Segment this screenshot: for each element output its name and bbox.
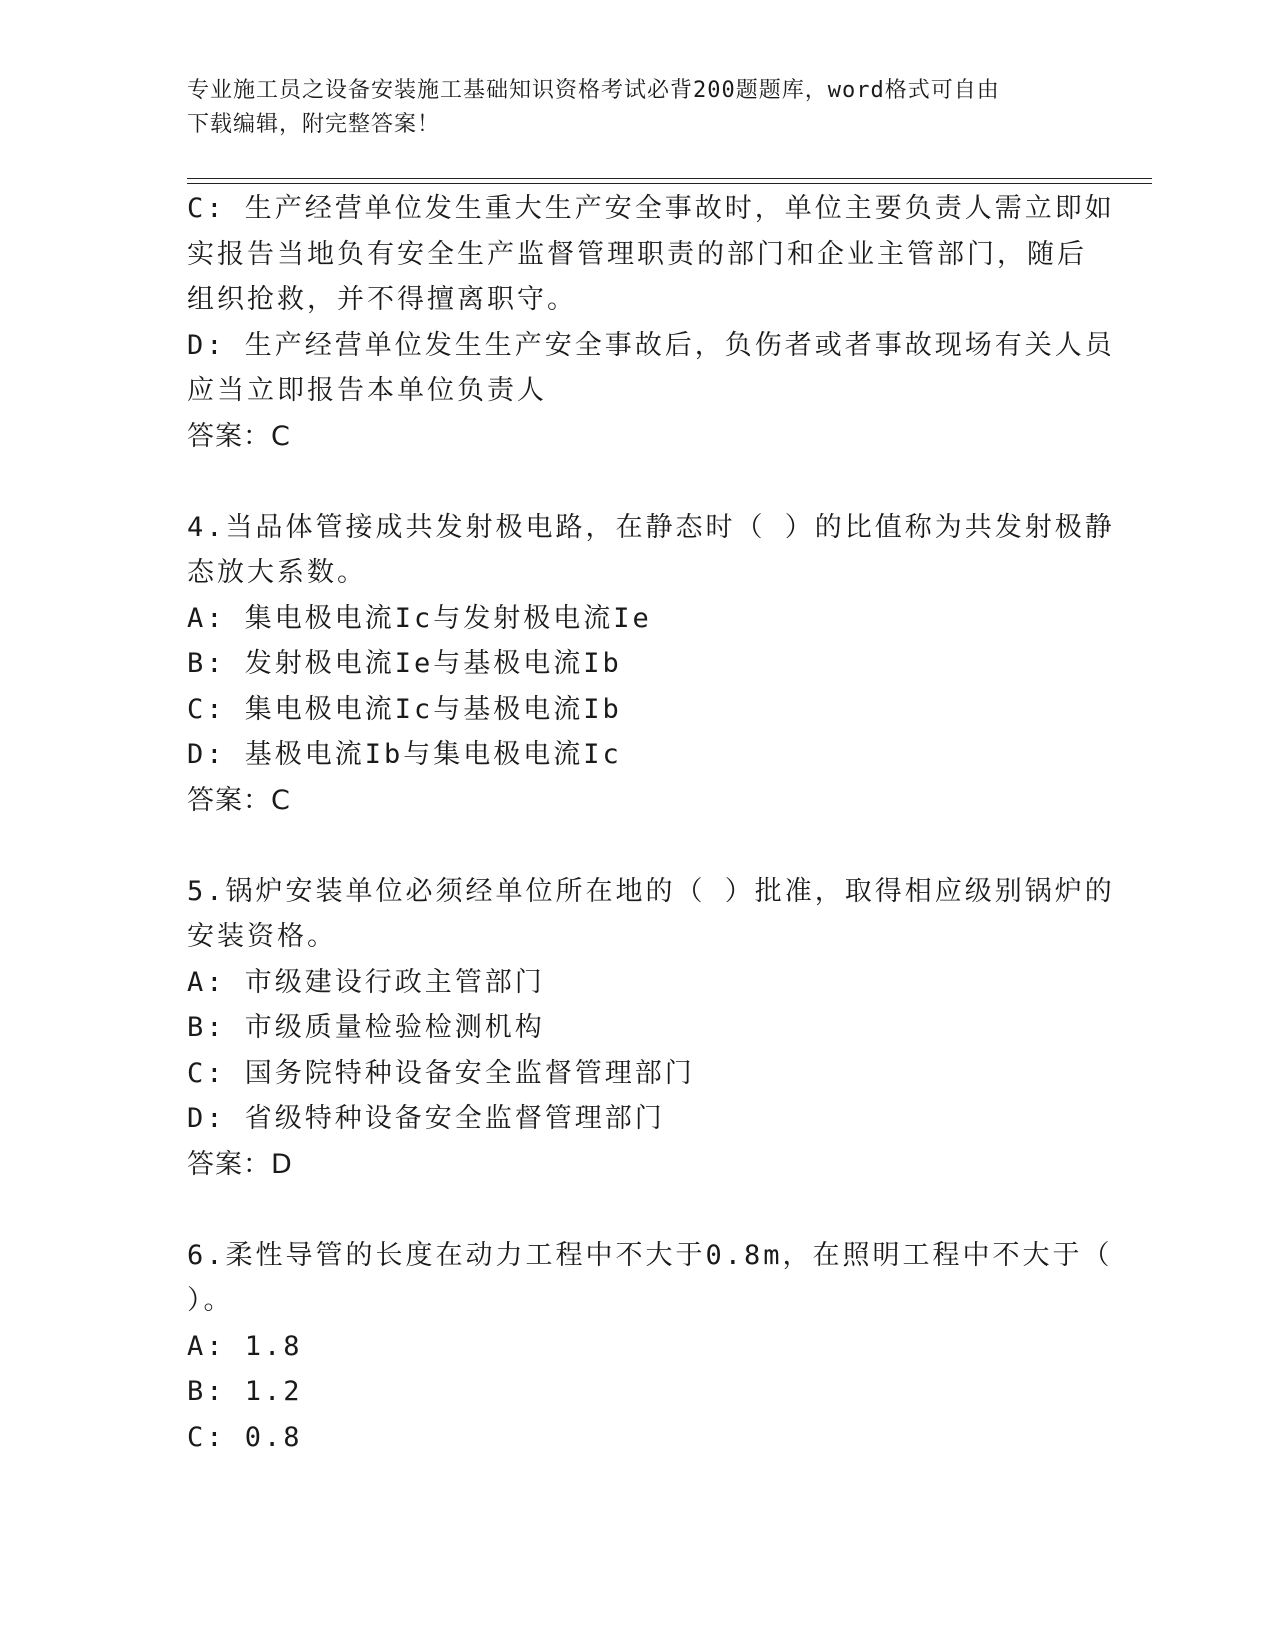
option-c: C: 国务院特种设备安全监督管理部门 [187,1057,695,1089]
question-stem-line-1: 6.柔性导管的长度在动力工程中不大于0.8m，在照明工程中不大于（ [187,1239,1113,1271]
option-c-line-1: C: 生产经营单位发生重大生产安全事故时，单位主要负责人需立即如 [187,193,1115,224]
option-a: A: 1.8 [187,1330,303,1362]
option-b: B: 市级质量检验检测机构 [187,1012,545,1043]
option-c-line-2: 实报告当地负有安全生产监督管理职责的部门和企业主管部门，随后 [187,238,1087,270]
option-a: A: 集电极电流Ic与发射极电流Ie [187,602,652,634]
option-a: A: 市级建设行政主管部门 [187,966,545,998]
question-stem-line-2: 态放大系数。 [187,557,367,588]
question-content [187,186,1115,1460]
header-title-line-1: 专业施工员之设备安装施工基础知识资格考试必背200题题库，word格式可自由 [187,78,1000,103]
question-stem-line-1: 5.锅炉安装单位必须经单位所在地的（ ）批准，取得相应级别锅炉的 [187,875,1115,907]
option-c: C: 0.8 [187,1421,303,1453]
option-c: C: 集电极电流Ic与基极电流Ib [187,693,622,725]
option-d-line-2: 应当立即报告本单位负责人 [187,375,547,406]
question-4 [187,505,1115,824]
question-stem-line-1: 4.当品体管接成共发射极电路，在静态时（ ）的比值称为共发射极静 [187,511,1115,543]
option-c-line-3: 组织抢救，并不得擅离职守。 [187,284,577,315]
header-title-line-2: 下载编辑，附完整答案！ [187,112,441,137]
question-6 [187,1233,1113,1461]
option-d-line-1: D: 生产经营单位发生生产安全事故后，负伤者或者事故现场有关人员 [187,329,1115,361]
answer-label: 答案：C [187,784,291,816]
question-stem-line-2: 安装资格。 [187,921,337,952]
spacer [187,823,1087,869]
option-d: D: 省级特种设备安全监督管理部门 [187,1103,665,1134]
question-stem-line-2: ）。 [187,1285,234,1316]
document-header [187,74,1087,142]
answer-label: 答案：C [187,420,291,452]
question-3-tail [187,186,1115,459]
option-b: B: 发射极电流Ie与基极电流Ib [187,648,622,679]
question-5 [187,869,1115,1188]
option-b: B: 1.2 [187,1376,303,1407]
header-divider [187,178,1152,184]
option-d: D: 基极电流Ib与集电极电流Ic [187,739,622,770]
spacer [187,459,1087,505]
answer-label: 答案：D [187,1148,293,1180]
spacer [187,1187,1087,1233]
